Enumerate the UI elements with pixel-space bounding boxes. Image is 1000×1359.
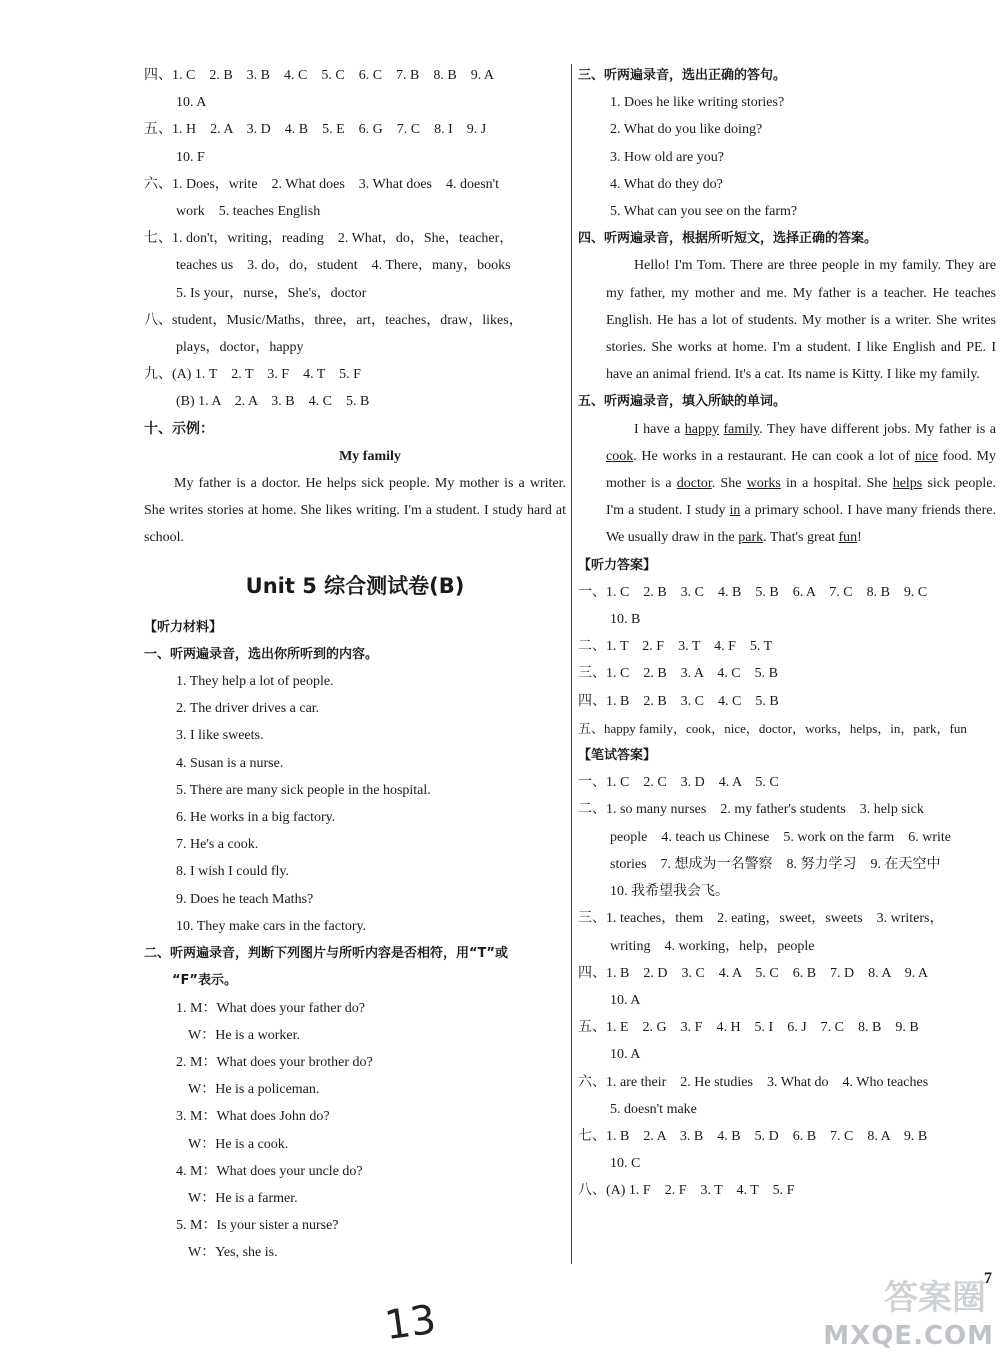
watermark-text: MXQE.COM: [823, 1321, 994, 1351]
cloze-answer: cook: [606, 448, 634, 464]
section-heading: 【听力材料】: [144, 619, 223, 635]
corner-page-number: 7: [984, 1270, 992, 1287]
answer-line: 10. F: [176, 149, 205, 165]
dialog-w: W：He is a policeman.: [188, 1082, 320, 1098]
handwritten-page-number: 13: [382, 1296, 439, 1350]
cloze-text: a primary school. I have many friends there. We usually draw in the: [606, 503, 996, 546]
section-heading: 十、示例：: [144, 421, 214, 437]
answer-line: 六、1. are their 2. He studies 3. What do 4. Who teaches: [578, 1074, 929, 1090]
right-column: [578, 62, 996, 1205]
answer-line: 10. B: [610, 612, 641, 628]
cloze-text: !: [857, 530, 862, 546]
answer-line: 一、1. C 2. B 3. C 4. B 5. B 6. A 7. C 8. B 9. C: [578, 584, 928, 600]
cloze-text: . She: [711, 476, 747, 492]
cloze-answer: happy: [684, 421, 720, 437]
dialog-w: W：He is a worker.: [188, 1027, 300, 1043]
list-item: 3. I like sweets.: [176, 728, 264, 744]
cloze-answer: nice: [914, 448, 939, 464]
cloze-passage: [578, 416, 996, 552]
answer-line: 5. doesn't make: [610, 1101, 697, 1117]
cloze-text: food. My mother is a: [606, 448, 996, 492]
left-column: [144, 62, 566, 1267]
list-item: 5. There are many sick people in the hospital.: [176, 782, 431, 798]
answer-line: 四、1. B 2. D 3. C 4. A 5. C 6. B 7. D 8. A 9. A: [578, 965, 929, 981]
question-heading: 五、听两遍录音，填入所缺的单词。: [578, 394, 787, 410]
dialog-m: 2. M：What does your brother do?: [176, 1054, 373, 1070]
section-heading: 【听力答案】: [578, 557, 657, 573]
answer-line: 七、1. don't，writing，reading 2. What，do，She，teacher，: [144, 231, 514, 247]
cloze-text: . He works in a restaurant. He can cook a lot of: [633, 448, 915, 464]
unit-title: Unit 5 综合测试卷(B): [245, 573, 465, 598]
answer-line: 一、1. C 2. C 3. D 4. A 5. C: [578, 775, 779, 791]
list-item: 9. Does he teach Maths?: [176, 891, 314, 907]
dialog-m: 4. M：What does your uncle do?: [176, 1163, 363, 1179]
watermark-logo: 答案圈: [884, 1278, 986, 1318]
list-item: 5. What can you see on the farm?: [610, 204, 798, 220]
answer-line: 10. C: [610, 1156, 641, 1172]
column-divider: [571, 64, 572, 1264]
dialog-m: 5. M：Is your sister a nurse?: [176, 1218, 339, 1234]
answer-line: 二、1. T 2. F 3. T 4. F 5. T: [578, 639, 773, 655]
answer-line: 三、1. teaches，them 2. eating，sweet，sweets 3. writers，: [578, 911, 944, 927]
cloze-answer: in: [729, 503, 741, 519]
cloze-answer: family: [723, 421, 760, 437]
list-item: 4. What do they do?: [610, 176, 723, 192]
answer-line: teaches us 3. do，do，student 4. There，many，books: [176, 258, 511, 274]
question-heading: 二、听两遍录音，判断下列图片与所听内容是否相符，用“T”或: [144, 946, 508, 962]
question-heading: 一、听两遍录音，选出你所听到的内容。: [144, 646, 379, 662]
answer-line: writing 4. working，help，people: [610, 938, 815, 954]
answer-line: 五、1. H 2. A 3. D 4. B 5. E 6. G 7. C 8. I 9. J: [144, 122, 487, 138]
answer-line: 10. 我希望我会飞。: [610, 884, 729, 900]
answer-line: 五、1. E 2. G 3. F 4. H 5. I 6. J 7. C 8. B 9. B: [578, 1020, 919, 1036]
answer-line: 三、1. C 2. B 3. A 4. C 5. B: [578, 666, 778, 682]
cloze-text: . They have different jobs. My father is a: [759, 421, 996, 437]
list-item: 3. How old are you?: [610, 149, 724, 165]
list-item: 2. What do you like doing?: [610, 122, 763, 138]
essay-text: My father is a doctor. He helps sick people. My mother is a writer. She writes stories at home. She likes writing. I'm a student. I study hard at school.: [144, 476, 566, 546]
dialog-m: 3. M：What does John do?: [176, 1109, 330, 1125]
answer-line: 八、student，Music/Maths，three，art，teaches，draw，likes，: [144, 312, 523, 328]
answer-line: 七、1. B 2. A 3. B 4. B 5. D 6. B 7. C 8. A 9. B: [578, 1128, 928, 1144]
cloze-text: . That's great: [763, 530, 839, 546]
list-item: 2. The driver drives a car.: [176, 701, 320, 717]
answer-line: 10. A: [610, 1047, 641, 1063]
list-item: 1. They help a lot of people.: [176, 674, 334, 690]
list-item: 8. I wish I could fly.: [176, 864, 290, 880]
cloze-answer: helps: [892, 476, 923, 492]
section-heading: 【笔试答案】: [578, 748, 657, 764]
answer-line: 六、1. Does，write 2. What does 3. What does 4. doesn't: [144, 176, 500, 192]
cloze-answer: fun: [838, 530, 858, 546]
dialog-m: 1. M：What does your father do?: [176, 1000, 365, 1016]
answer-line: plays，doctor，happy: [176, 340, 304, 356]
answer-line: 九、(A) 1. T 2. T 3. F 4. T 5. F: [144, 367, 361, 383]
cloze-text: in a hospital. She: [780, 476, 893, 492]
list-item: 1. Does he like writing stories?: [610, 95, 785, 111]
list-item: 7. He's a cook.: [176, 837, 259, 853]
cloze-text: sick people. I'm a student. I study: [606, 476, 996, 519]
cloze-answer: park: [738, 530, 764, 546]
essay-title: My family: [339, 448, 401, 464]
dialog-w: W：He is a farmer.: [188, 1190, 298, 1206]
list-item: 4. Susan is a nurse.: [176, 755, 284, 771]
question-heading-cont: “F”表示。: [172, 973, 237, 989]
question-heading: 四、听两遍录音，根据所听短文，选择正确的答案。: [578, 231, 878, 247]
answer-line: 5. Is your，nurse，She's，doctor: [176, 285, 367, 301]
question-heading: 三、听两遍录音，选出正确的答句。: [578, 68, 787, 83]
answer-line: 四、1. C 2. B 3. B 4. C 5. C 6. C 7. B 8. B 9. A: [144, 68, 495, 83]
answer-line: 10. A: [176, 95, 207, 111]
answer-line: work 5. teaches English: [176, 204, 321, 220]
dialog-w: W：He is a cook.: [188, 1136, 289, 1152]
list-item: 6. He works in a big factory.: [176, 810, 336, 826]
answer-line: people 4. teach us Chinese 5. work on the farm 6. write: [610, 829, 951, 845]
cloze-text: I have a: [634, 421, 685, 437]
answer-line: 八、(A) 1. F 2. F 3. T 4. T 5. F: [578, 1183, 795, 1199]
answer-line: 10. A: [610, 992, 641, 1008]
cloze-answer: works: [746, 476, 781, 492]
dialog-w: W：Yes, she is.: [188, 1245, 278, 1261]
answer-line: (B) 1. A 2. A 3. B 4. C 5. B: [176, 394, 370, 410]
answer-line: stories 7. 想成为一名警察 8. 努力学习 9. 在天空中: [610, 856, 941, 872]
answer-line: 二、1. so many nurses 2. my father's students 3. help sick: [578, 802, 924, 818]
cloze-answer: doctor: [676, 476, 712, 492]
answer-line: 四、1. B 2. B 3. C 4. C 5. B: [578, 693, 779, 709]
passage-text: Hello! I'm Tom. There are three people in my family. They are my father, my mother and me. My father is a teacher. He teaches English. He has a lot of students. My mother is a writer. She writes stories. She works at home. I'm a student. I like English and PE. I have an animal friend. It's a cat. Its name is Kitty. I like my family.: [606, 258, 996, 383]
list-item: 10. They make cars in the factory.: [176, 918, 367, 934]
answer-line: 五、happy family，cook，nice，doctor，works，helps，in，park，fun: [578, 720, 967, 736]
